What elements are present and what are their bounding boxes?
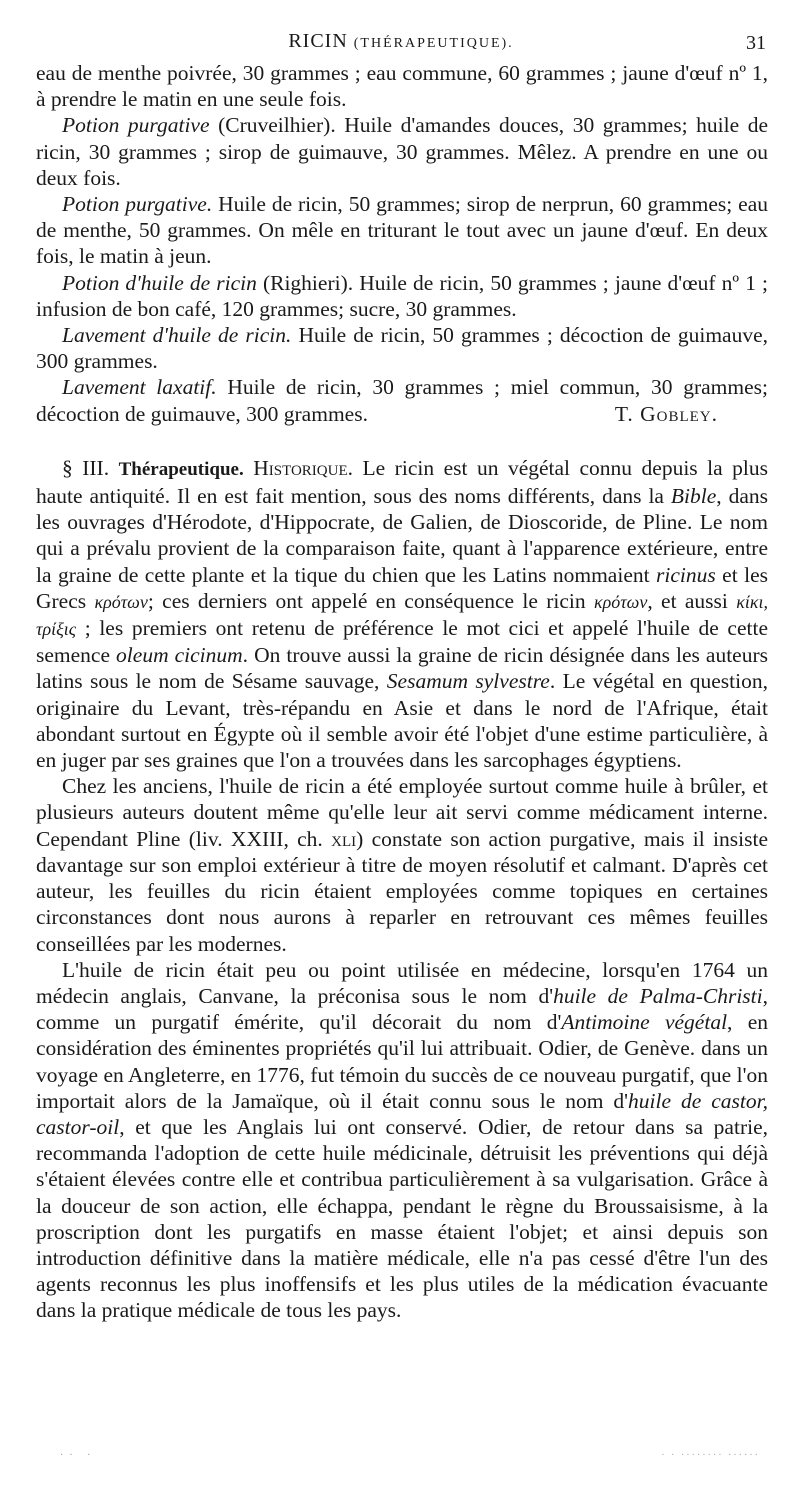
formula-title: Potion purgative.: [62, 192, 213, 217]
formula-continuation: [36, 60, 768, 112]
text-run: . On trouve aussi la graine de ricin désignée dans les auteurs latins sous le nom de Sésame sauvage,: [36, 643, 768, 694]
italic-term: Antimoine végétal: [561, 1010, 728, 1035]
formula-text: Huile de ricin, 30 grammes ; miel commun, 30 grammes; décoction de guimauve, 300 grammes.: [36, 375, 768, 426]
greek-term: κίκι, τρίξις: [36, 591, 768, 640]
italic-term: Sesamum sylvestre: [386, 669, 550, 694]
text-run: , dans les ouvrages d'Hérodote, d'Hippocrate, de Galien, de Dioscoride, de Pline. Le nom qui a prévalu provient de la comparaison faite, quant à l'apparence extérieure, entre la graine de cette plante et la tique du chien que les Latins nommaient: [36, 484, 769, 587]
italic-term: ricinus: [656, 562, 716, 587]
footer-printing-marks: [60, 1450, 760, 1460]
section-history-paragraph: [36, 455, 768, 773]
text-run: , comme un purgatif émérite, qu'il décorait du nom d': [36, 983, 768, 1035]
footer-dots-right: · · ········ ······: [661, 1450, 760, 1461]
formula-continuation-text: eau de menthe poivrée, 30 grammes ; eau commune, 60 grammes ; jaune d'œuf nº 1, à prendre le matin en une seule fois.: [36, 61, 768, 112]
page-number: 31: [746, 32, 766, 54]
section-marker: § III.: [62, 455, 110, 480]
ancient-use-paragraph: [36, 773, 768, 956]
running-title: [36, 30, 766, 53]
formula-text: (Righieri). Huile de ricin, 50 grammes ; jaune d'œuf nº 1 ; infusion de bon café, 120 grammes; sucre, 30 grammes.: [36, 270, 769, 321]
formula-title: Lavement laxatif.: [62, 375, 217, 400]
formula-paragraph: [36, 322, 768, 374]
formula-paragraph: [36, 191, 768, 270]
formula-title: Lavement d'huile de ricin.: [62, 323, 292, 348]
modern-use-paragraph: [36, 957, 768, 1324]
formula-paragraph: [36, 112, 768, 191]
text-run: , et que les Anglais lui ont conservé. Odier, de retour dans sa patrie, recommanda l'adoption de cette huile médicinale, détruisit les préventions qui déjà s'étaient élevées contre elle et contribua particulièrement à sa vulgarisation. Grâce à la douceur de son action, elle échappa, pendant le règne du Broussaisisme, à la proscription dont les purgatifs en masse étaient l'objet; et ainsi depuis son introduction définitive dans la matière médicale, elle n'a pas cessé d'être l'un des agents reconnus les plus inoffensifs et les plus utiles de la médication évacuante dans la pratique médicale de tous les pays.: [36, 1114, 768, 1323]
text-run: . Le végétal en question, originaire du Levant, très-répandu en Asie et dans le nord de l'Afrique, était abondant surtout en Égypte où il semble avoir été l'objet d'une estime particulière, à en juger par ses graines que l'on a trouvées dans les sarcophages égyptiens.: [36, 669, 768, 773]
formula-paragraph: [36, 270, 768, 322]
italic-term: oleum cicinum: [116, 643, 243, 668]
chapter-numeral: xli: [331, 826, 357, 851]
text-run: , et aussi: [647, 588, 737, 613]
text-run: Le ricin est un végétal connu depuis la plus haute antiquité. Il en est fait mention, sous des noms différents, dans la: [36, 455, 769, 509]
text-run: ; les premiers ont retenu de préférence le mot cici et appelé l'huile de cette semence: [36, 616, 768, 668]
greek-term: κρότων: [593, 591, 648, 612]
running-header: [36, 30, 766, 56]
text-run: Chez les anciens, l'huile de ricin a été employée surtout comme huile à brûler, et plusieurs auteurs doutent même qu'elle leur ait servi comme médicament interne. Cependant Pline (liv. XXIII, ch.: [36, 774, 768, 851]
title-main: RICIN: [288, 30, 348, 52]
text-run: , en considération des éminentes propriétés qu'il lui attribuait. Odier, de Genève. dans un voyage en Angleterre, en 1776, fut témoin du succès de ce nouveau purgatif, que l'on importait alors de la Jamaïque, où il était connu sous le nom d': [36, 1010, 768, 1113]
italic-term: huile de castor, castor-oil: [36, 1088, 768, 1139]
text-run: ) constate son action purgative, mais il insiste davantage sur son emploi extérieur à titre de moyen résolutif et calmant. D'après cet auteur, les feuilles du ricin étaient employées comme topiques en certaines circonstances dont nous aurons à reparler en retrouvant ces mêmes feuilles conseillées par les modernes.: [36, 826, 768, 956]
section-heading: Thérapeutique.: [118, 458, 244, 480]
title-sub: (THÉRAPEUTIQUE).: [353, 36, 514, 51]
formula-title: Potion d'huile de ricin: [62, 270, 257, 295]
footer-dots-left: ·· ·: [60, 1450, 97, 1461]
author-signature: T. Gobley.: [614, 401, 718, 426]
formula-text: Huile de ricin, 50 grammes ; décoction de guimauve, 300 grammes.: [36, 323, 769, 374]
formula-text: (Cruveilhier). Huile d'amandes douces, 30 grammes; huile de ricin, 30 grammes ; sirop de guimauve, 30 grammes. Mêlez. A prendre en une ou deux fois.: [36, 113, 768, 190]
italic-term: Bible: [670, 484, 717, 509]
text-run: ; ces derniers ont appelé en conséquence le ricin: [147, 588, 594, 613]
text-run: L'huile de ricin était peu ou point utilisée en médecine, lorsqu'en 1764 un médecin anglais, Canvane, la préconisa sous le nom d': [36, 957, 768, 1008]
formula-paragraph: [36, 374, 768, 426]
body-text: [36, 60, 768, 1324]
text-run: et les Grecs: [36, 562, 768, 613]
italic-term: huile de Palma-Christi: [553, 983, 763, 1008]
greek-term: κρότων: [94, 591, 148, 612]
formula-text: Huile de ricin, 50 grammes; sirop de nerprun, 60 grammes; eau de menthe, 50 grammes. On mêle en triturant le tout avec un jaune d'œuf. En deux fois, le matin à jeun.: [36, 192, 769, 269]
section-subheading: Historique.: [253, 455, 354, 480]
formula-title: Potion purgative: [62, 113, 210, 138]
